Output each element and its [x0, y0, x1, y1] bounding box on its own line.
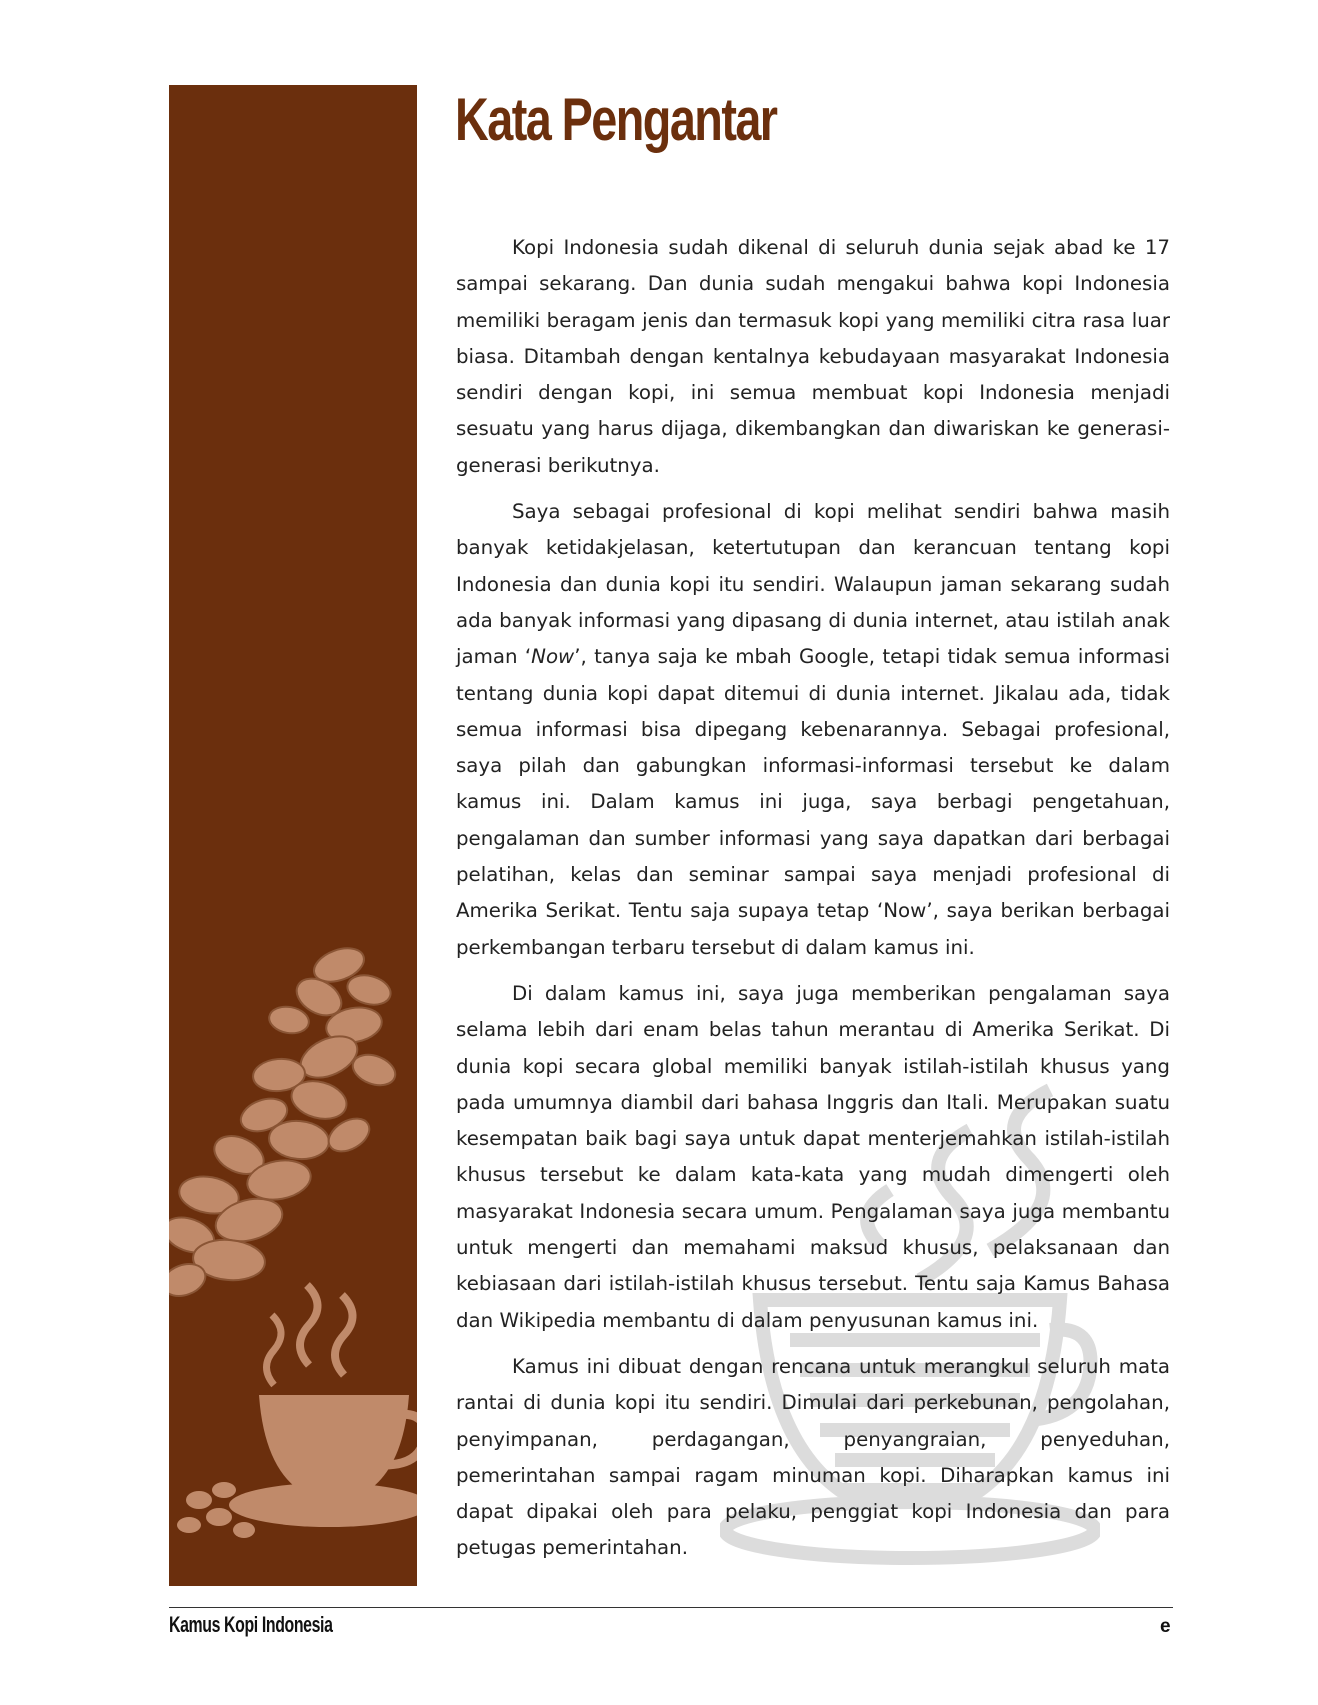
paragraph-2-italic: Now [531, 645, 575, 669]
paragraph-3: Di dalam kamus ini, saya juga memberikan pengalaman saya selama lebih dari enam belas tahun merantau di Amerika Serikat. Di dunia kopi secara global memiliki banyak istilah-istilah khusus yang pada umumnya diambil dari bahasa Inggris dan Itali. Merupakan suatu kesempatan baik bagi saya untuk dapat menterjemahkan istilah-istilah khusus tersebut ke dalam kata-kata yang mudah dimengerti oleh masyarakat Indonesia secara umum. Pengalaman saya juga membantu untuk mengerti dan memahami maksud khusus, pelaksanaan dan kebiasaan dari istilah-istilah khusus tersebut. Tentu saja Kamus Bahasa dan Wikipedia membantu di dalam penyusunan kamus ini. [456, 981, 1170, 1332]
paragraph-2-text-a: Saya sebagai profesional di kopi melihat sendiri bahwa masih banyak ketidakjelasan, ketertutupan dan kerancuan tentang kopi Indonesia dan dunia kopi itu sendiri. Walaupun jaman sekarang sudah ada banyak informasi yang dipasang di dunia internet, atau istilah anak jaman ‘ [456, 500, 1170, 669]
body-text [456, 230, 1170, 1577]
coffee-cup-icon [177, 1285, 417, 1538]
page-number: e [1160, 1616, 1171, 1637]
paragraph-1: Kopi Indonesia sudah dikenal di seluruh dunia sejak abad ke 17 sampai sekarang. Dan dunia sudah mengakui bahwa kopi Indonesia memiliki beragam jenis dan termasuk kopi yang memiliki citra rasa luar biasa. Ditambah dengan kentalnya kebudayaan masyarakat Indonesia sendiri dengan kopi, ini semua membuat kopi Indonesia menjadi sesuatu yang harus dijaga, dikembangkan dan diwariskan ke generasi-generasi berikutnya. [456, 236, 1170, 477]
decorative-side-bar [169, 85, 417, 1586]
footer-divider [169, 1607, 1173, 1608]
footer-book-title: Kamus Kopi Indonesia [169, 1612, 333, 1637]
paragraph-2 [456, 494, 1170, 966]
paragraph-2-text-b: ’, tanya saja ke mbah Google, tetapi tidak semua informasi tentang dunia kopi dapat ditemui di dunia internet. Jikalau ada, tidak semua informasi bisa dipegang kebenarannya. Sebagai profesional, saya pilah dan gabungkan informasi-informasi tersebut ke dalam kamus ini. Dalam kamus ini juga, saya berbagi pengetahuan, pengalaman dan sumber informasi yang saya dapatkan dari berbagai pelatihan, kelas dan seminar sampai saya menjadi profesional di Amerika Serikat. Tentu saja supaya tetap ‘Now’, saya berikan berbagai perkembangan terbaru tersebut di dalam kamus ini. [456, 645, 1170, 959]
coffee-beans-icon [169, 85, 417, 1586]
page-title: Kata Pengantar [455, 86, 777, 153]
paragraph-4: Kamus ini dibuat dengan rencana untuk merangkul seluruh mata rantai di dunia kopi itu sendiri. Dimulai dari perkebunan, pengolahan, penyimpanan, perdagangan, penyangraian, penyeduhan, pemerintahan sampai ragam minuman kopi. Diharapkan kamus ini dapat dipakai oleh para pelaku, penggiat kopi Indonesia dan para petugas pemerintahan. [456, 1354, 1170, 1560]
